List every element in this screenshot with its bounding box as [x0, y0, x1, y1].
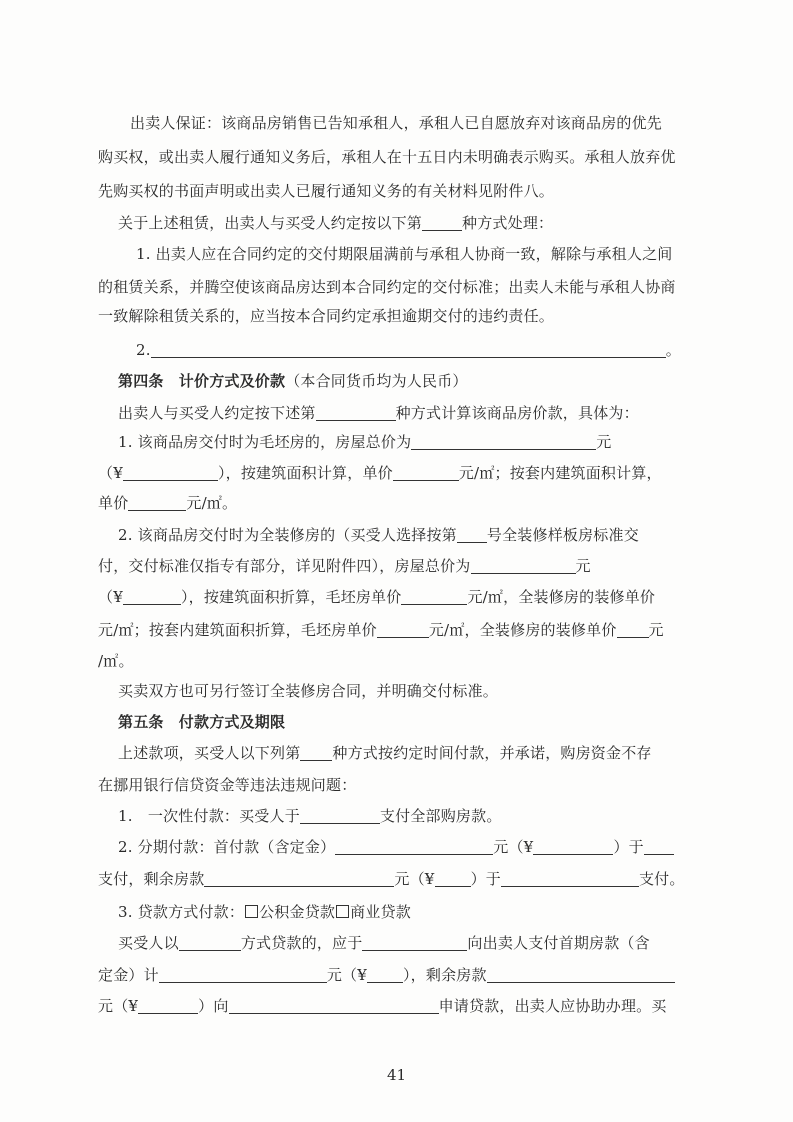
text-line: 买受人以 方式贷款的，应于 向出卖人支付首期房款（含	[118, 934, 650, 952]
page-number: 41	[386, 1066, 407, 1084]
blank-field[interactable]	[159, 967, 327, 983]
blank-field[interactable]	[123, 465, 218, 481]
blank-field[interactable]	[501, 871, 639, 887]
text-line: 2. 该商品房交付时为全装修房的（买受人选择按第 号全装修样板房标准交	[118, 526, 639, 544]
text-line: 1. 该商品房交付时为毛坯房的，房屋总价为 元	[118, 433, 612, 451]
article-5-heading-line	[118, 712, 718, 732]
text-line: 上述款项，买受人以下列第 种方式按约定时间付款，并承诺，购房资金不存	[118, 744, 652, 762]
text-line: 1. 一次性付款：买受人于 支付全部购房款。	[118, 807, 502, 825]
blank-field[interactable]	[401, 589, 467, 605]
blank-field[interactable]	[204, 871, 394, 887]
blank-field[interactable]	[300, 808, 380, 824]
text-line: 3. 贷款方式付款： 公积金贷款 商业贷款	[118, 903, 411, 921]
text-line: 在挪用银行信贷资金等违法违规问题：	[98, 776, 357, 794]
text-line: 1. 出卖人应在合同约定的交付期限届满前与承租人协商一致，解除与承租人之间	[136, 245, 673, 263]
blank-field[interactable]	[362, 935, 467, 951]
text-line: （¥ ），按建筑面积计算，单价 元/㎡；按套内建筑面积计算，	[98, 464, 662, 482]
text-line: 定金）计 元（¥ ），剩余房款	[98, 965, 698, 985]
text-line: /㎡。	[98, 652, 134, 670]
blank-field[interactable]	[644, 839, 674, 855]
text-line: 先购买权的书面声明或出卖人已履行通知义务的有关材料见附件八。	[98, 182, 555, 200]
blank-field[interactable]	[435, 871, 471, 887]
text-line: 2. 分期付款：首付款（含定金） 元（¥ ）于	[118, 837, 718, 857]
blank-field[interactable]	[457, 527, 487, 543]
blank-field[interactable]	[487, 967, 675, 983]
blank-field[interactable]	[471, 558, 576, 574]
housing-fund-loan-checkbox[interactable]	[245, 905, 258, 918]
blank-field[interactable]	[316, 405, 396, 421]
blank-field[interactable]	[617, 622, 649, 638]
text-line: 付，交付标准仅指专有部分，详见附件四），房屋总价为 元	[98, 557, 591, 575]
article-4-heading: 第四条 计价方式及价款	[118, 372, 286, 390]
blank-field[interactable]	[138, 998, 198, 1014]
blank-field[interactable]	[123, 589, 181, 605]
blank-field[interactable]	[377, 622, 429, 638]
blank-field[interactable]	[422, 215, 462, 231]
blank-field[interactable]	[367, 967, 403, 983]
text-line: 2. 。	[136, 341, 681, 359]
article-5-heading: 第五条 付款方式及期限	[118, 713, 286, 731]
blank-field[interactable]	[229, 998, 439, 1014]
text-line: 单价 元/㎡。	[98, 494, 238, 512]
text-line: 购买权，或出卖人履行通知义务后，承租人在十五日内未明确表示购买。承租人放弃优	[98, 148, 676, 166]
text-line: 元（¥ ）向 申请贷款，出卖人应协助办理。买	[98, 997, 667, 1015]
blank-field[interactable]	[128, 495, 186, 511]
text-line: 出卖人保证：该商品房销售已告知承租人，承租人已自愿放弃对该商品房的优先	[130, 114, 663, 132]
text-line: 买卖双方也可另行签订全装修房合同，并明确交付标准。	[118, 682, 499, 700]
text-line: 出卖人与买受人约定按下述第 种方式计算该商品房价款，具体为：	[118, 404, 639, 422]
text-line: 的租赁关系，并腾空使该商品房达到本合同约定的交付标准；出卖人未能与承租人协商	[98, 278, 676, 296]
blank-field[interactable]	[335, 839, 493, 855]
text-line: 元/㎡；按套内建筑面积折算，毛坯房单价 元/㎡，全装修房的装修单价 元	[98, 621, 664, 639]
article-4-heading-line: 第四条 计价方式及价款（本合同货币均为人民币）	[118, 372, 468, 390]
text-line: （¥ ），按建筑面积折算，毛坯房单价 元/㎡，全装修房的装修单价	[98, 588, 656, 606]
blank-field[interactable]	[179, 935, 241, 951]
text-line: 一致解除租赁关系的，应当按本合同约定承担逾期交付的违约责任。	[98, 307, 555, 325]
blank-field[interactable]	[300, 745, 332, 761]
blank-field[interactable]	[411, 434, 596, 450]
text-line: 关于上述租赁，出卖人与买受人约定按以下第 种方式处理：	[118, 214, 554, 232]
blank-field[interactable]	[151, 342, 666, 358]
blank-field[interactable]	[533, 839, 613, 855]
text-line: 支付，剩余房款 元（¥ ）于 支付。	[98, 870, 685, 888]
blank-field[interactable]	[393, 465, 459, 481]
commercial-loan-checkbox[interactable]	[336, 905, 349, 918]
